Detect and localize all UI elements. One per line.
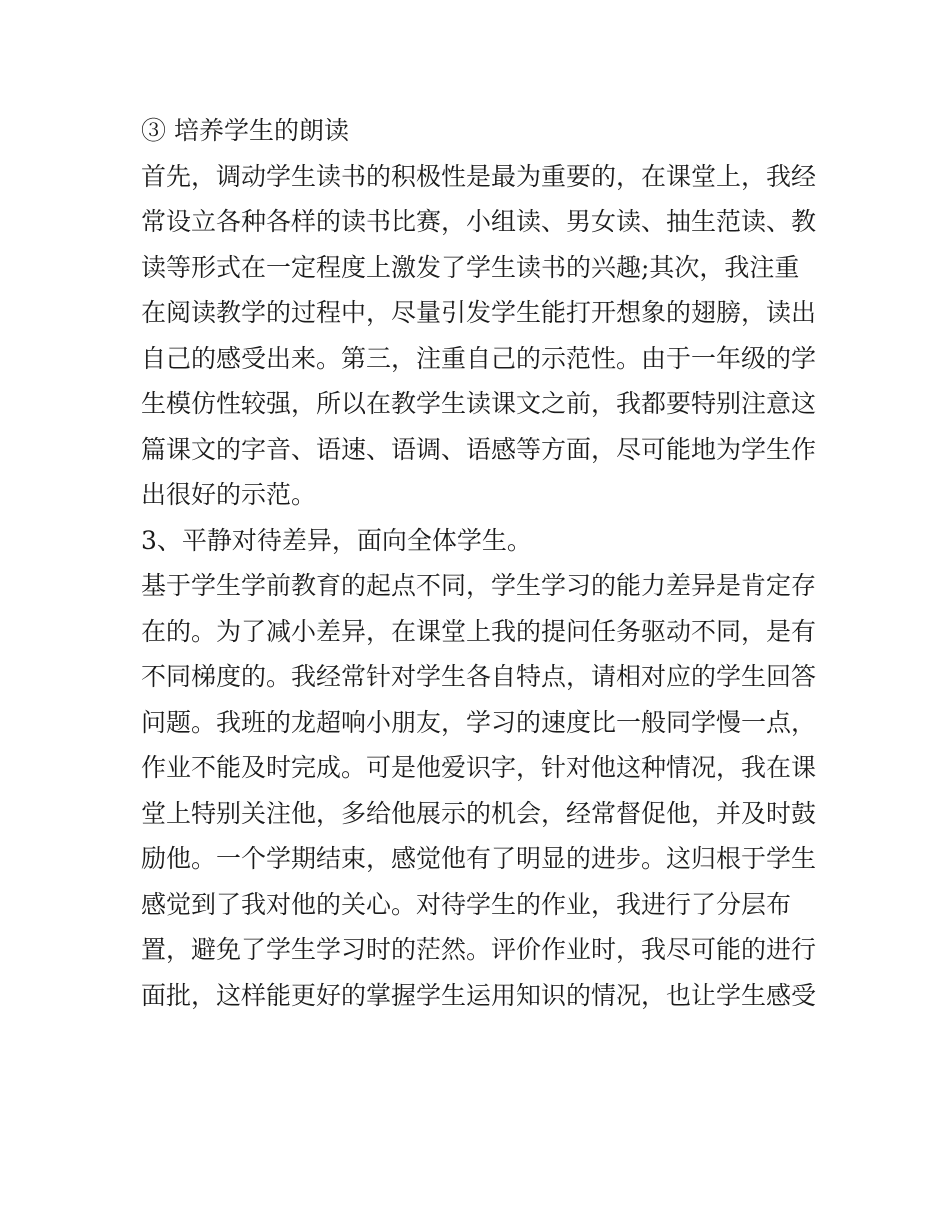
text-line: 在阅读教学的过程中，尽量引发学生能打开想象的翅膀，读出 [141,298,817,327]
text-line: 首先，调动学生读书的积极性是最为重要的，在课堂上，我经 [141,161,817,191]
text-line: 自己的感受出来。第三，注重自己的示范性。由于一年级的学 [141,343,817,373]
text-line: 常设立各种各样的读书比赛，小组读、男女读、抽生范读、教 [141,207,817,236]
text-line: 生模仿性较强，所以在教学生读课文之前，我都要特别注意这 [141,389,817,418]
document-body [141,108,821,1018]
section-heading: 3、平静对待差异，面向全体学生。 [141,525,532,555]
text-line: 不同梯度的。我经常针对学生各自特点，请相对应的学生回答 [141,662,817,691]
text-line: 面批，这样能更好的掌握学生运用知识的情况，也让学生感受 [141,980,817,1010]
text-line: 问题。我班的龙超响小朋友，学习的速度比一般同学慢一点， [141,707,817,737]
text-line: 励他。一个学期结束，感觉他有了明显的进步。这归根于学生 [141,844,817,873]
text-line: 基于学生学前教育的起点不同，学生学习的能力差异是肯定存 [141,571,817,600]
text-line: 堂上特别关注他，多给他展示的机会，经常督促他，并及时鼓 [141,798,817,828]
text-line: 感觉到了我对他的关心。对待学生的作业，我进行了分层布 [141,889,792,919]
text-line: 出很好的示范。 [141,480,317,509]
text-line: 读等形式在一定程度上激发了学生读书的兴趣;其次，我注重 [141,252,800,282]
subheading-reading: ③ 培养学生的朗读 [141,116,349,145]
text-line: 在的。为了减小差异，在课堂上我的提问任务驱动不同，是有 [141,616,817,646]
text-line: 作业不能及时完成。可是他爱识字，针对他这种情况，我在课 [141,753,817,782]
text-line: 篇课文的字音、语速、语调、语感等方面，尽可能地为学生作 [141,434,817,464]
text-line: 置，避免了学生学习时的茫然。评价作业时，我尽可能的进行 [141,935,817,964]
